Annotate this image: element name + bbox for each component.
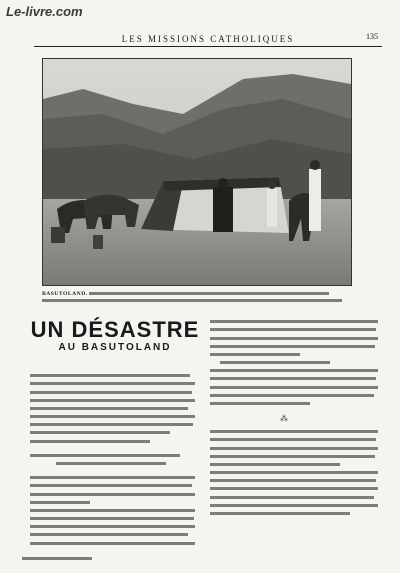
right-column-text-2 bbox=[210, 428, 378, 518]
page-number: 135 bbox=[366, 32, 378, 41]
photograph bbox=[42, 58, 352, 286]
right-column-text bbox=[210, 318, 378, 408]
section-divider-icon: ⁂ bbox=[280, 414, 288, 423]
article-title: UN DÉSASTRE bbox=[30, 317, 200, 342]
article-subtitle: AU BASUTOLAND bbox=[58, 342, 172, 353]
caption-text-line bbox=[42, 299, 342, 302]
left-column-section-title bbox=[30, 452, 195, 468]
camp-scene-image bbox=[43, 59, 351, 285]
caption-label: BASUTOLAND. bbox=[42, 291, 88, 297]
footer-issue-line bbox=[22, 554, 92, 562]
running-head: LES MISSIONS CATHOLIQUES bbox=[34, 34, 382, 47]
caption-text-line bbox=[89, 292, 329, 295]
left-column-intro bbox=[30, 372, 195, 446]
left-column-body bbox=[30, 474, 195, 548]
article-headline bbox=[30, 318, 200, 353]
watermark-logo: Le-livre.com bbox=[6, 4, 83, 19]
photo-caption bbox=[42, 291, 354, 305]
